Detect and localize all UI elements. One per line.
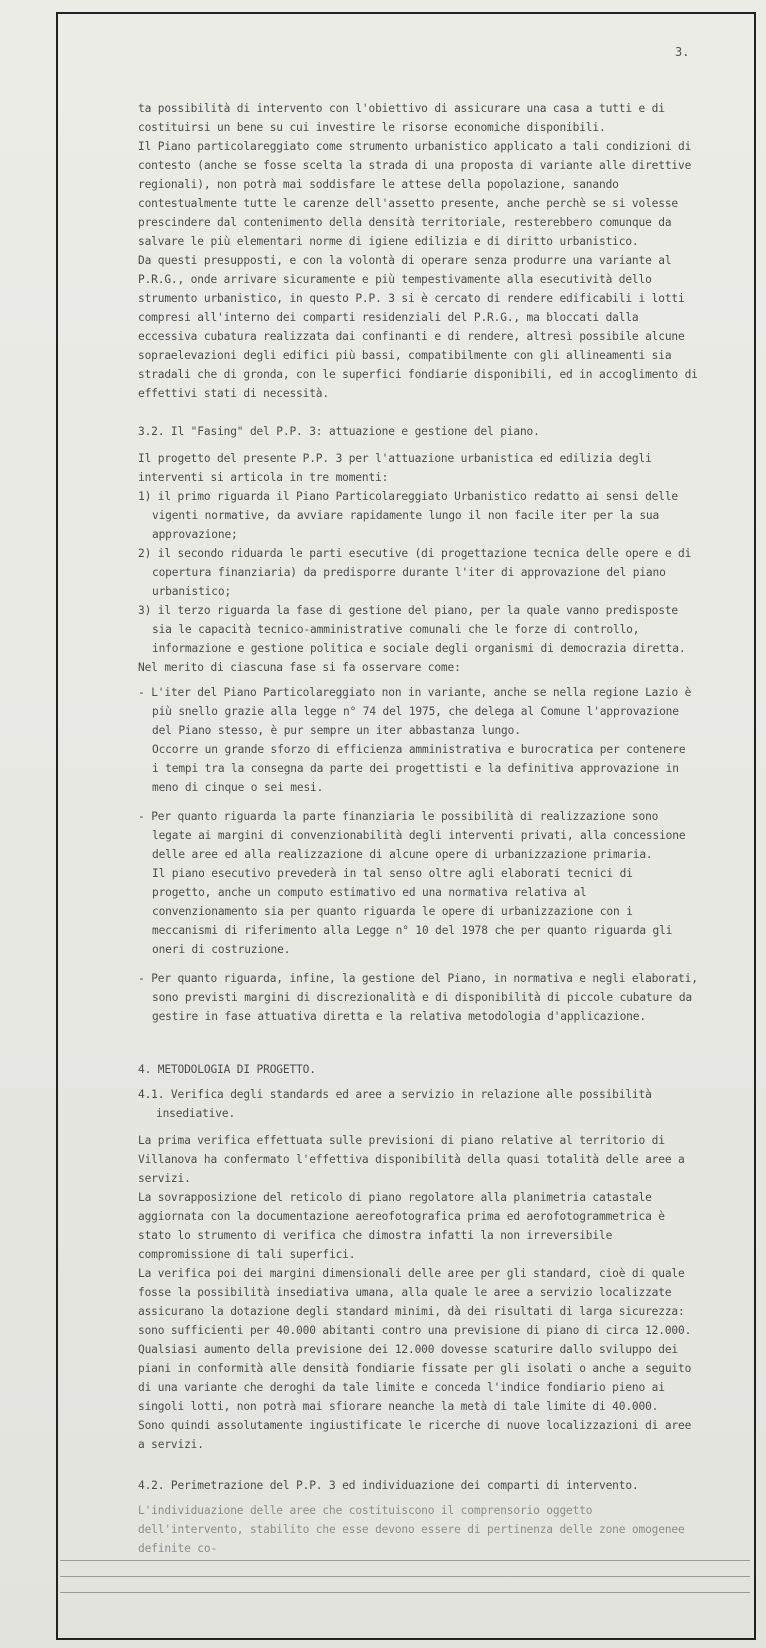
dash-item xyxy=(138,807,698,864)
paragraph: La prima verifica effettuata sulle previsioni di piano relative al territorio di Villanova ha confermato l'effettiva disponibilità della quasi totalità delle aree a servizi. xyxy=(138,1134,685,1185)
paragraph: Da questi presupposti, e con la volontà di operare senza produrre una variante al P.R.G., onde arrivare sicuramente e più tempestivamente alla esecutività dello strumento urbanistico, in questo P.P. 3 si è cercato di rendere edificabili i lotti compresi all'interno dei comparti residenziali del P.R.G., ma bloccati dalla eccessiva cubatura realizzata dai confinanti e di rendere, altresì possibile alcune sopraelevazioni degli edifici più bassi, compatibilmente con gli allineamenti sia stradali che di gronda, con le superfici fondiarie disponibili, ed in accoglimento di effettivi stati di necessità. xyxy=(138,254,698,400)
paragraph: Sono quindi assolutamente ingiustificate le ricerche di nuove localizzazioni di aree a servizi. xyxy=(138,1419,692,1451)
dash-symbol: - xyxy=(138,810,145,823)
paragraph: L'individuazione delle aree che costituiscono il comprensorio oggetto dell'intervento, stabilito che esse devono essere di pertinenza delle zone omogenee definite co- xyxy=(138,1504,685,1555)
subsection-heading-4-2: 4.2. Perimetrazione del P.P. 3 ed individuazione dei comparti di intervento. xyxy=(138,1479,639,1492)
dash-item xyxy=(138,969,698,1026)
section-heading-4: 4. METODOLOGIA DI PROGETTO. xyxy=(138,1063,316,1076)
paragraph: ta possibilità di intervento con l'obiettivo di assicurare una casa a tutti e di costituirsi un bene su cui investire le risorse economiche disponibili. xyxy=(138,102,665,134)
dash-text: Per quanto riguarda la parte finanziaria le possibilità di realizzazione sono legate ai margini di convenzionabilità degli interventi privati, alla concessione delle aree ed alla realizzazione di alcune opere di urbanizzazione primaria. xyxy=(151,810,686,861)
paragraph: La sovrapposizione del reticolo di piano regolatore alla planimetria catastale aggiornata con la documentazione aereofotografica prima ed aerofotogrammetrica è stato lo strumento di verifica che dimostra infatti la non irreversibile compromissione di tali superfici. xyxy=(138,1191,665,1261)
dash-text: L'iter del Piano Particolareggiato non in variante, anche se nella regione Lazio è più snello grazie alla legge n° 74 del 1975, che delega al Comune l'approvazione del Piano stesso, è pur sempre un iter abbastanza lungo. xyxy=(151,686,692,737)
list-text: il primo riguarda il Piano Particolareggiato Urbanistico redatto ai sensi delle vigenti normative, da avviare rapidamente lungo il non facile iter per la sua approvazione; xyxy=(152,490,679,541)
paragraph: Nel merito di ciascuna fase si fa osservare come: xyxy=(138,661,461,674)
subsection-heading-4-1: 4.1. Verifica degli standards ed aree a servizio in relazione alle possibilità insediative. xyxy=(138,1088,652,1120)
paragraph: Il progetto del presente P.P. 3 per l'attuazione urbanistica ed edilizia degli interventi si articola in tre momenti: xyxy=(138,452,652,484)
list-item xyxy=(138,601,698,658)
page-number: 3. xyxy=(675,45,690,59)
list-text: il secondo riduarda le parti esecutive (di progettazione tecnica delle opere e di copertura finanziaria) da predisporre durante l'iter di approvazione del piano urbanistico; xyxy=(152,547,692,598)
list-text: il terzo riguarda la fase di gestione del piano, per la quale vanno predisposte sia le capacità tecnico-amministrative comunali che le forze di controllo, informazione e gestione politica e sociale degli organismi di democrazia diretta. xyxy=(152,604,686,655)
list-number: 2) xyxy=(138,547,152,560)
list-number: 1) xyxy=(138,490,152,503)
dash-item xyxy=(138,683,698,740)
dash-symbol: - xyxy=(138,686,145,699)
list-number: 3) xyxy=(138,604,152,617)
list-item xyxy=(138,487,698,544)
section-heading-3-2: 3.2. Il "Fasing" del P.P. 3: attuazione e gestione del piano. xyxy=(138,425,540,438)
footer-rule xyxy=(60,1592,750,1593)
paragraph: Il Piano particolareggiato come strumento urbanistico applicato a tali condizioni di contesto (anche se fosse scelta la strada di una proposta di variante alle direttive regionali), non potrà mai soddisfare le attese della popolazione, sanando contestualmente tutte le carenze dell'assetto presente, anche perchè se si volesse prescindere dal contenimento della densità territoriale, resterebbero comunque da salvare le più elementari norme di igiene edilizia e di diritto urbanistico. xyxy=(138,140,692,248)
document-body xyxy=(138,99,698,1558)
list-item xyxy=(138,544,698,601)
footer-rule xyxy=(60,1560,750,1561)
dash-symbol: - xyxy=(138,972,145,985)
dash-continuation: Il piano esecutivo prevederà in tal senso oltre agli elaborati tecnici di progetto, anche un computo estimativo ed una normativa relativa al convenzionamento sia per quanto riguarda le opere di urbanizzazione con i meccanismi di riferimento alla Legge n° 10 del 1978 che per quanto riguarda gli oneri di costruzione. xyxy=(152,867,673,956)
dash-text: Per quanto riguarda, infine, la gestione del Piano, in normativa e negli elaborati, sono previsti margini di discrezionalità e di disponibilità di piccole cubature da gestire in fase attuativa diretta e la relativa metodologia d'applicazione. xyxy=(151,972,698,1023)
paragraph: La verifica poi dei margini dimensionali delle aree per gli standard, cioè di quale fosse la possibilità insediativa umana, alla quale le aree a servizio localizzate assicurano la dotazione degli standard minimi, dà dei risultati di larga sicurezza: sono sufficienti per 40.000 abitanti contro una previsione di piano di circa 12.000. Qualsiasi aumento della previsione dei 12.000 dovesse scaturire dallo sviluppo dei piani in conformità alle densità fondiarie fissate per gli isolati o anche a seguito di una variante che deroghi da tale limite e conceda l'indice fondiario pieno ai singoli lotti, non potrà mai sfiorare neanche la metà di tale limite di 40.000. xyxy=(138,1267,692,1413)
footer-rule xyxy=(60,1576,750,1577)
dash-continuation: Occorre un grande sforzo di efficienza amministrativa e burocratica per contenere i tempi tra la consegna da parte dei progettisti e la definitiva approvazione in meno di cinque o sei mesi. xyxy=(152,743,686,794)
